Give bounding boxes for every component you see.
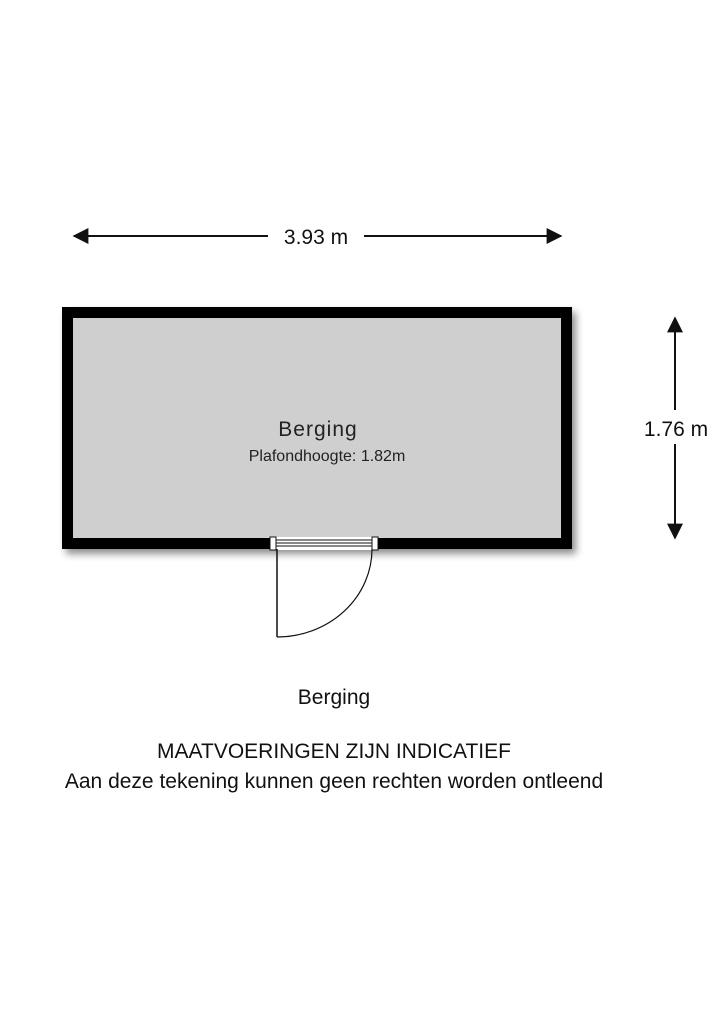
width-label: 3.93 m (283, 226, 349, 249)
room-ceiling-height: Plafondhoogte: 1.82m (248, 448, 406, 465)
door-jamb-right (372, 537, 378, 550)
width-dimension (74, 226, 561, 249)
door-jamb-left (270, 537, 276, 550)
height-label: 1.76 m (643, 418, 709, 441)
height-dimension (644, 318, 708, 538)
room-name: Berging (278, 418, 358, 441)
disclaimer-line-1: MAATVOERINGEN ZIJN INDICATIEF (157, 740, 511, 763)
plan-title: Berging (297, 686, 371, 709)
door-swing-arc (277, 549, 372, 637)
disclaimer-line-2: Aan deze tekening kunnen geen rechten worden ontleend (64, 770, 604, 793)
door (270, 537, 378, 637)
